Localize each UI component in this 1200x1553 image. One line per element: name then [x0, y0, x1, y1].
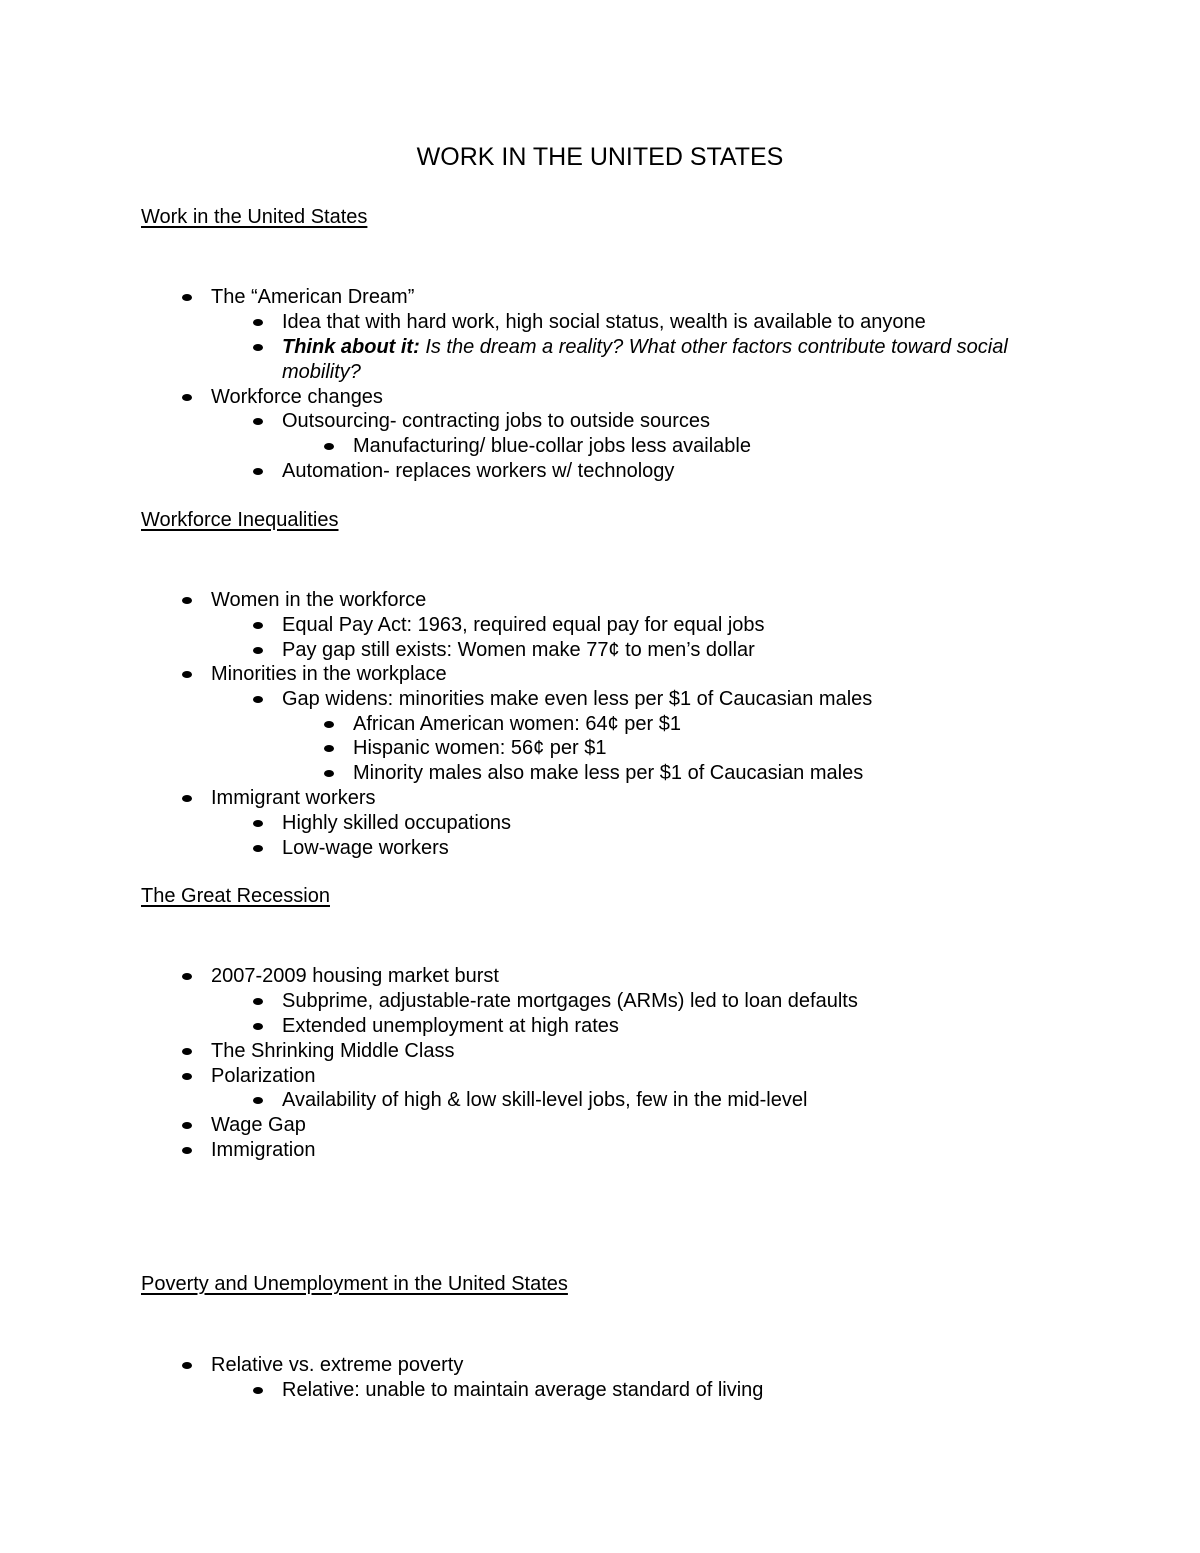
- list-item: Minority males also make less per $1 of Caucasian males: [353, 762, 864, 784]
- section-heading-work: Work in the United States: [141, 206, 368, 228]
- list-item: Gap widens: minorities make even less per $1 of Caucasian males: [282, 688, 873, 710]
- list-item: Low-wage workers: [282, 837, 449, 859]
- list-item: Extended unemployment at high rates: [282, 1015, 619, 1037]
- section-heading-poverty: Poverty and Unemployment in the United States: [141, 1273, 568, 1295]
- list-item: African American women: 64¢ per $1: [353, 713, 681, 735]
- page-title: WORK IN THE UNITED STATES: [416, 143, 784, 171]
- list-item: 2007-2009 housing market burst: [211, 965, 499, 987]
- list-item: Availability of high & low skill-level jobs, few in the mid-level: [282, 1089, 808, 1111]
- list-item: Relative vs. extreme poverty: [211, 1354, 464, 1376]
- list-item: Minorities in the workplace: [211, 663, 447, 685]
- list-item: Pay gap still exists: Women make 77¢ to men’s dollar: [282, 639, 755, 661]
- list-item: Outsourcing- contracting jobs to outside sources: [282, 410, 710, 432]
- section-heading-great-recession: The Great Recession: [141, 885, 330, 907]
- list-item: Workforce changes: [211, 386, 383, 408]
- list-item-think-about-it: [282, 335, 1022, 384]
- list-item: Relative: unable to maintain average standard of living: [282, 1379, 764, 1401]
- list-item: Equal Pay Act: 1963, required equal pay for equal jobs: [282, 614, 765, 636]
- list-item: Manufacturing/ blue-collar jobs less available: [353, 435, 751, 457]
- list-item: Automation- replaces workers w/ technology: [282, 460, 675, 482]
- list-item: Polarization: [211, 1065, 316, 1087]
- think-about-it-text: Is the dream a reality? What other factors contribute toward social mobility?: [282, 336, 1008, 383]
- list-item: Immigrant workers: [211, 787, 376, 809]
- list-item: Hispanic women: 56¢ per $1: [353, 737, 607, 759]
- list-item: Subprime, adjustable-rate mortgages (ARMs) led to loan defaults: [282, 990, 858, 1012]
- list-item: Wage Gap: [211, 1114, 306, 1136]
- list-item: Highly skilled occupations: [282, 812, 512, 834]
- list-item: Immigration: [211, 1139, 316, 1161]
- list-item: The Shrinking Middle Class: [211, 1040, 455, 1062]
- think-about-it-label: Think about it:: [282, 336, 420, 358]
- list-item: The “American Dream”: [211, 286, 415, 308]
- section-heading-inequalities: Workforce Inequalities: [141, 509, 339, 531]
- list-item: Women in the workforce: [211, 589, 427, 611]
- list-item: Idea that with hard work, high social status, wealth is available to anyone: [282, 311, 926, 333]
